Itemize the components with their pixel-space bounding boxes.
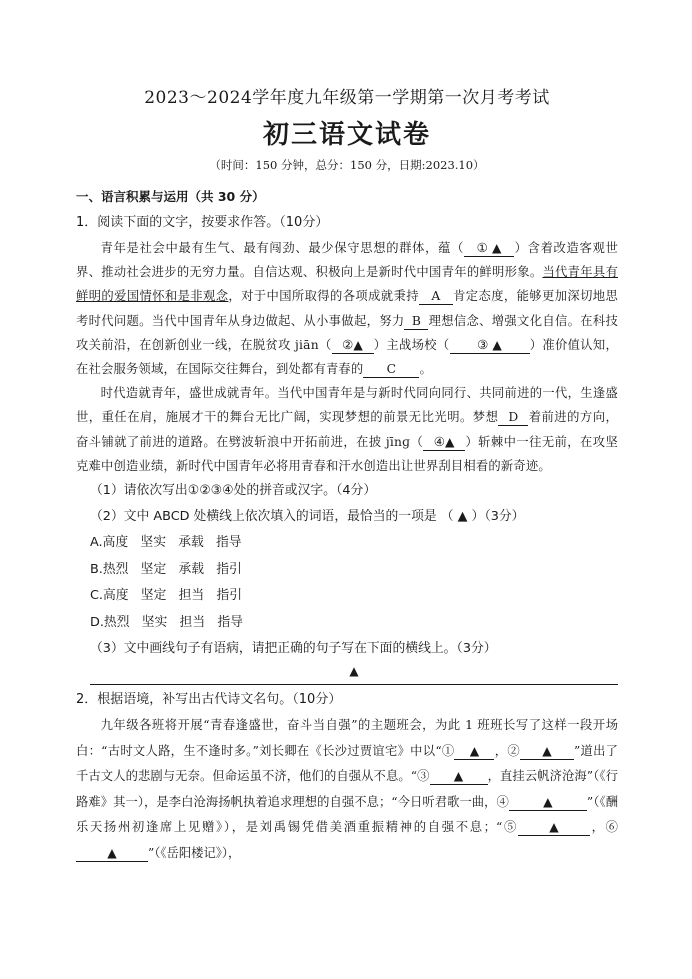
poem-blank-4[interactable]: ▲ — [509, 794, 587, 811]
blank-1[interactable]: ① ▲ — [464, 240, 514, 257]
sub-question-2: （2）文中 ABCD 处横线上依次填入的词语，最恰当的一项是 （ ▲ ）（3分） — [90, 509, 525, 525]
question-2-passage: 九年级各班将开展“青春逢盛世，奋斗当自强”的主题班会，为此 1 班班长写了这样一段开场白：“古时文人路，生不逢时多。”刘长卿在《长沙过贾谊宅》中以“① ▲ ，② ▲ ”道出了千古文人的悲剧与无奈。但命运虽不济，他们的自强从不息。“③ ▲ ，直挂云帆济沧海”（《行路难》其一），是李白沧海扬帆执着追求理想的自强不息；“今日听君歌一曲，④ ▲ ”（《酬乐天扬州初逢席上见赠》），是刘禹锡凭借美酒重振精神的自强不息；“⑤ ▲ ，⑥▲ ”（《岳阳楼记》）， — [76, 718, 618, 860]
question-1-passage-1: 青年是社会中最有生气、最有闯劲、最少保守思想的群体，蕴（ ① ▲）含着改造客观世界、推动社会进步的无穷力量。自信达观、积极向上是新时代中国青年的鲜明形象。当代青年具有鲜明的爱国情怀和是非观念，对于中国所取得的各项成就秉持 A 肯定态度，能够更加深切地思考时代问题。当代中国青年从身边做起、从小事做起，努力 B 理想信念、增强文化自信。在科技攻关前沿，在创新创业一线，在脱贫攻 jiān（ ②▲ ）主战场校（ ③ ▲ ）准价值认知，在社会服务领域，在国际交往舞台，到处都有青春的 C 。 — [76, 241, 619, 377]
option-c[interactable]: C.高度 坚定 担当 指引 — [90, 588, 242, 604]
question-1-label: 1．阅读下面的文字，按要求作答。（10分） — [76, 215, 329, 230]
underlined-sentence: 当代青年具有鲜明的爱国情怀和是非观念 — [76, 265, 619, 304]
blank-4[interactable]: ④▲ — [423, 434, 465, 451]
exam-term-title: 2023～2024学年度九年级第一学期第一次月考考试 — [144, 88, 550, 108]
question-1-passage-2: 时代造就青年，盛世成就青年。当代中国青年是与新时代同向同行、共同前进的一代，生逢盛世，重任在肩，施展才干的舞台无比广阔，实现梦想的前景无比光明。梦想 D 着前进的方向，奋斗铺就了前进的道路。在劈波斩浪中开拓前进，在披 jīnɡ（ ④▲ ）斩棘中一往无前，在攻坚克难中创造业绩，新时代中国青年必将用青春和汗水创造出让世界刮目相看的新奇迹。 — [76, 386, 618, 473]
answer-marker: ▲ — [349, 664, 359, 679]
poem-blank-5[interactable]: ▲ — [518, 819, 590, 836]
answer-line[interactable] — [90, 664, 618, 685]
exam-meta: （时间：150 分钟，总分：150 分，日期:2023.10） — [209, 158, 485, 172]
section-heading: 一、语言积累与运用（共 30 分） — [76, 189, 265, 204]
blank-C[interactable]: C — [363, 361, 419, 378]
option-b[interactable]: B.热烈 坚定 承载 指引 — [90, 561, 242, 577]
blank-A[interactable]: A — [419, 288, 453, 305]
blank-2[interactable]: ②▲ — [332, 337, 374, 354]
poem-blank-3[interactable]: ▲ — [430, 768, 488, 785]
sub-question-3: （3）文中画线句子有语病，请把正确的句子写在下面的横线上。（3分） — [90, 641, 497, 657]
blank-B[interactable]: B — [404, 313, 428, 330]
blank-3[interactable]: ③ ▲ — [450, 337, 530, 354]
poem-blank-2[interactable]: ▲ — [520, 743, 574, 760]
sub-question-1: （1）请依次写出①②③④处的拼音或汉字。（4分） — [90, 483, 377, 499]
question-2-label: 2．根据语境，补写出古代诗文名句。（10分） — [76, 692, 342, 708]
option-d[interactable]: D.热烈 坚实 担当 指导 — [90, 614, 243, 630]
exam-paper-title: 初三语文试卷 — [262, 120, 431, 150]
poem-blank-1[interactable]: ▲ — [454, 743, 494, 760]
option-a[interactable]: A.高度 坚实 承载 指导 — [90, 535, 242, 551]
blank-D[interactable]: D — [498, 409, 528, 426]
poem-blank-6[interactable]: ▲ — [76, 845, 148, 862]
